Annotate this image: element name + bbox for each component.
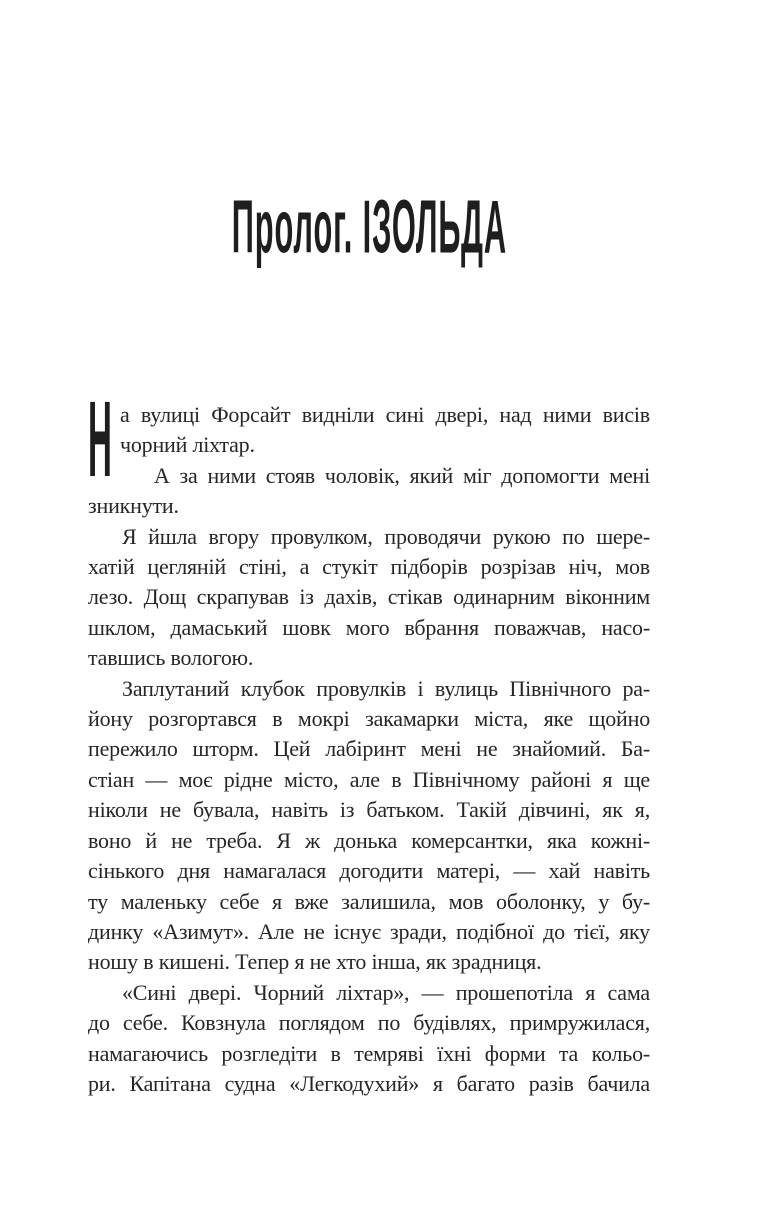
text-line: Я йшла вгору провулком, проводячи рукою по шере- [122, 523, 650, 549]
body-text [88, 377, 650, 1099]
text-line: чорний ліхтар. [120, 432, 255, 458]
text-line: динку «Азимут». Але не існує зради, подібної до тієї, яку [88, 918, 650, 944]
text-line: воно й не треба. Я ж донька комерсантки, яка кожні- [88, 827, 650, 853]
text-line: зникнути. [88, 493, 179, 519]
text-line: А за ними стояв чоловік, який міг допомогти мені [154, 462, 650, 488]
text-line: сінького дня намагалася догодити матері, — хай навіть [88, 858, 650, 884]
text-line: хатій цегляній стіні, а стукіт підборів розрізав ніч, мов [88, 554, 650, 580]
text-line: намагаючись розгледіти в темряві їхні форми та кольо- [88, 1040, 650, 1066]
text-line: шклом, дамаський шовк мого вбрання поважчав, насо- [88, 614, 650, 640]
text-line: а вулиці Форсайт видніли сині двері, над ними висів [120, 402, 650, 427]
paragraph [88, 522, 650, 674]
text-line: пережило шторм. Цей лабіринт мені не знайомий. Ба- [88, 736, 650, 762]
text-line: стіан — моє рідне місто, але в Північному районі я ще [88, 766, 650, 792]
paragraph [88, 978, 650, 1100]
text-line: лезо. Дощ скрапував із дахів, стікав одинарним віконним [88, 584, 650, 610]
text-line: ніколи не бувала, навіть із батьком. Такій дівчині, як я, [88, 797, 650, 823]
text-line: ношу в кишені. Тепер я не хто інша, як зрадниця. [88, 949, 542, 975]
paragraph [88, 674, 650, 978]
text-line: йону розгортався в мокрі закамарки міста, яке щойно [88, 706, 650, 732]
text-line: до себе. Ковзнула поглядом по будівлях, примружилася, [88, 1010, 650, 1036]
text-line: Заплутаний клубок провулків і вулиць Північного ра- [122, 675, 650, 701]
text-line: «Сині двері. Чорний ліхтар», — прошепотіла я сама [122, 979, 650, 1005]
text-line: ри. Капітана судна «Легкодухий» я багато разів бачила [88, 1070, 650, 1096]
chapter-title-wrap [88, 0, 650, 270]
text-line: ту маленьку себе я вже залишила, мов оболонку, у бу- [88, 888, 650, 914]
drop-cap-letter: Н [88, 377, 112, 500]
chapter-title: Пролог. ІЗОЛЬДА [231, 185, 507, 270]
drop-cap [88, 377, 120, 500]
paragraph [88, 461, 650, 522]
text-line: тавшись вологою. [88, 645, 254, 671]
